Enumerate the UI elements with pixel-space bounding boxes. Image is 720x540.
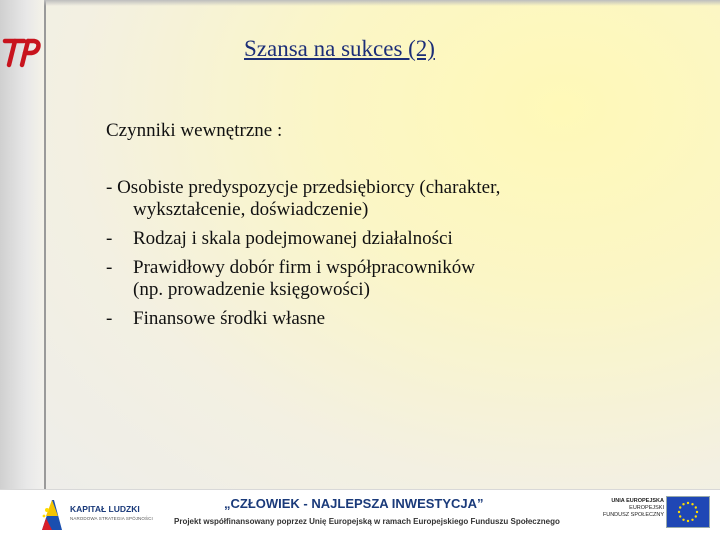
eu-label-line: UNIA EUROPEJSKA [611,498,664,504]
eu-star-icon [695,515,697,517]
section-heading: Czynniki wewnętrzne : [106,120,283,141]
kapital-ludzki-logo [38,496,162,534]
footer-slogan: „CZŁOWIEK - NAJLEPSZA INWESTYCJA” [224,496,484,511]
eu-star-icon [678,511,680,513]
kapital-ludzki-icon [38,496,66,534]
list-dash: - [106,228,113,249]
eu-star-icon [695,506,697,508]
list-item [106,257,646,301]
list-item [106,177,646,221]
list-dash: - [106,308,113,329]
list-item-text: Osobiste predyspozycje przedsiębiorcy (charakter, [117,177,501,198]
eu-star-icon [691,519,693,521]
list-item-text: Rodzaj i skala podejmowanej działalności [133,228,453,249]
eu-star-icon [691,503,693,505]
tp-logo-icon [2,34,42,70]
left-border-decoration [0,0,46,490]
eu-label-line: EUROPEJSKI [629,505,664,511]
eu-star-icon [696,511,698,513]
list-item [106,308,646,330]
eu-star-icon [679,515,681,517]
eu-label [600,498,664,519]
kapital-ludzki-subtitle: NARODOWA STRATEGIA SPÓJNOŚCI [70,516,153,521]
list-item-text: Finansowe środki własne [133,308,326,329]
footer-project-note: Projekt współfinansowany poprzez Unię Europejską w ramach Europejskiego Funduszu Społecznego [174,517,560,526]
list-dash: - [106,257,113,278]
eu-star-icon [687,520,689,522]
eu-star-icon [679,506,681,508]
list-item-continuation: (np. prowadzenie księgowości) [133,279,370,300]
slide-title: Szansa na sukces (2) [244,36,435,61]
eu-flag-icon [666,496,710,528]
footer-banner [0,489,720,540]
eu-star-icon [682,503,684,505]
kapital-ludzki-name: KAPITAŁ LUDZKI [70,504,140,514]
list-item-text: Prawidłowy dobór firm i współpracowników [133,257,475,278]
eu-label-line: FUNDUSZ SPOŁECZNY [602,512,664,518]
eu-star-icon [682,519,684,521]
eu-star-icon [687,502,689,504]
factor-list [106,177,646,337]
top-border-decoration [44,0,720,6]
list-item-continuation: wykształcenie, doświadczenie) [133,199,369,220]
list-dash: - [106,177,113,198]
list-item [106,228,646,250]
